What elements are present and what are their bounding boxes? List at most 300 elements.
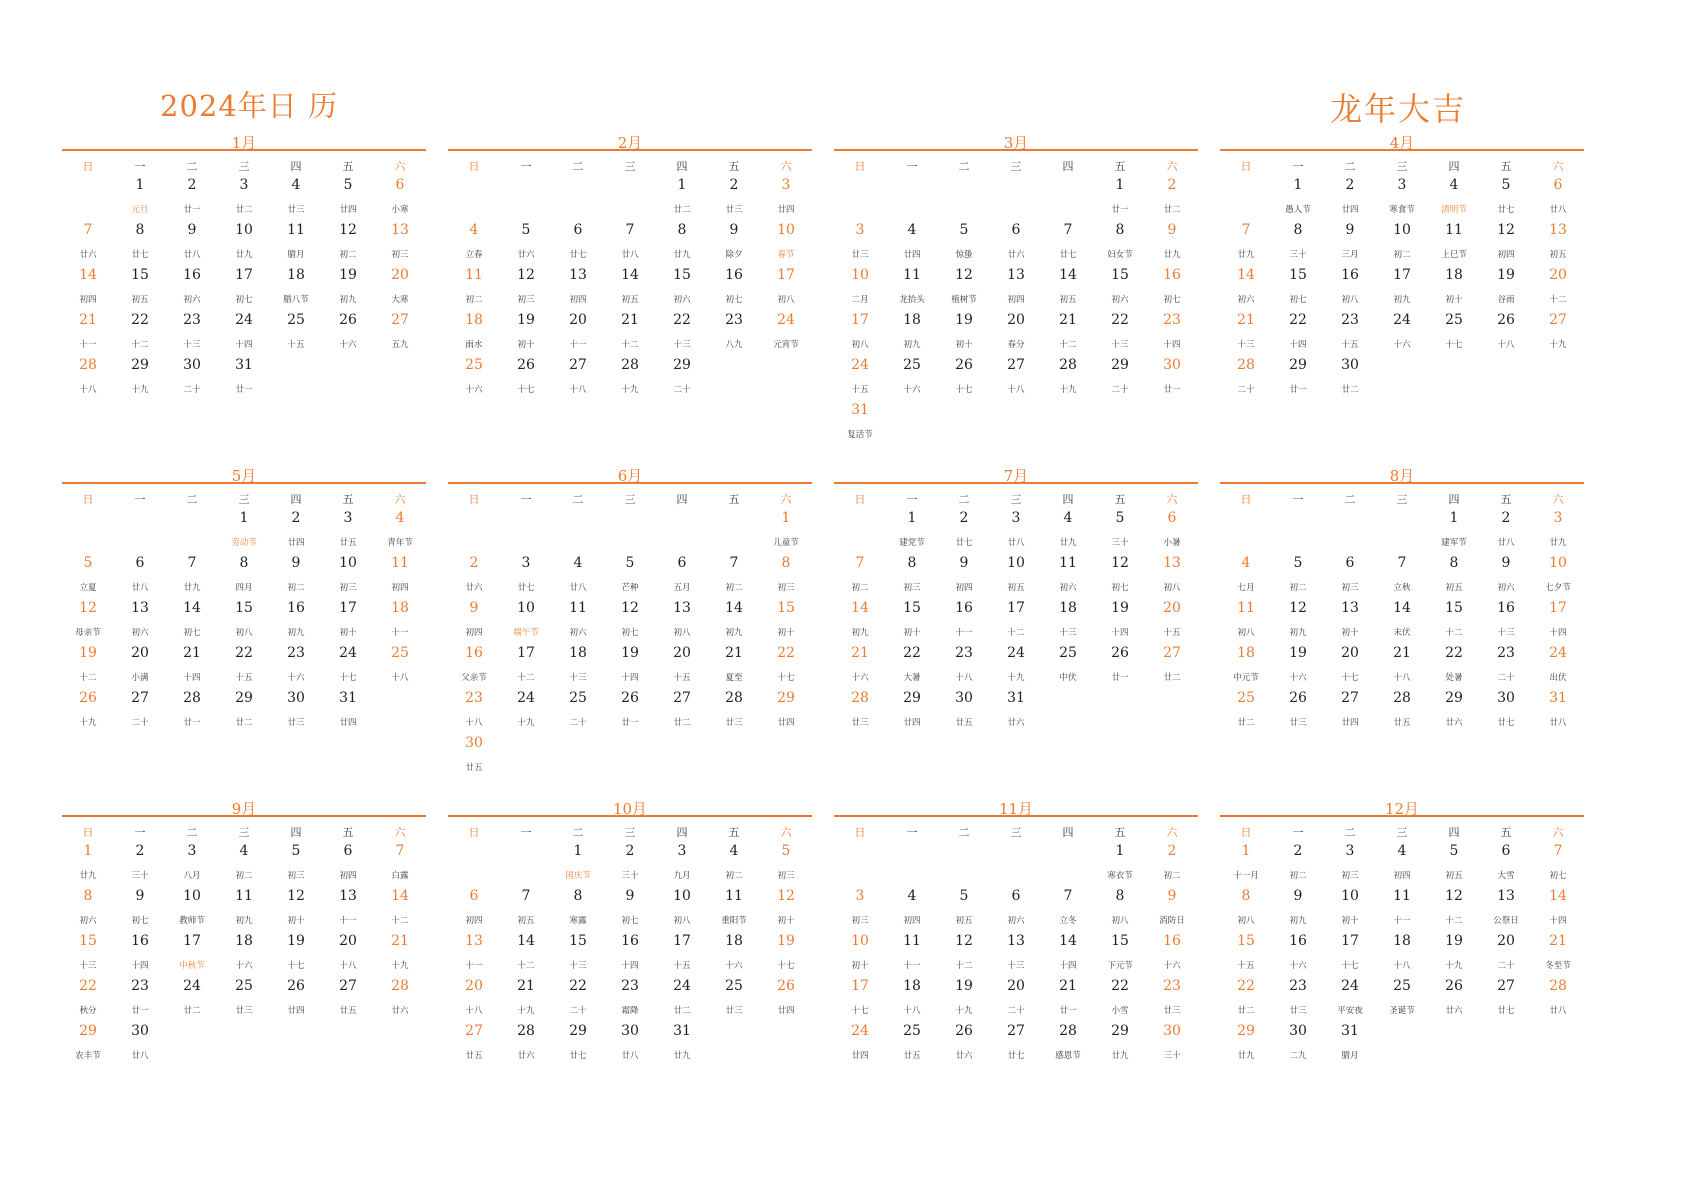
day-number: 8 bbox=[239, 555, 249, 571]
lunar-label: 大暑 bbox=[903, 673, 921, 683]
weekday-label: 四 bbox=[290, 160, 302, 173]
day-cell bbox=[552, 840, 604, 885]
day-cell bbox=[604, 219, 656, 264]
week-row bbox=[834, 642, 1198, 687]
lunar-label: 十三 bbox=[569, 673, 587, 683]
day-number: 3 bbox=[1397, 177, 1407, 193]
lunar-label: 十七 bbox=[339, 673, 357, 683]
weekday-label: 四 bbox=[1448, 826, 1460, 839]
day-cell bbox=[552, 354, 604, 399]
day-cell bbox=[760, 597, 812, 642]
weekday-label: 二 bbox=[958, 493, 970, 506]
lunar-label: 二十 bbox=[1497, 673, 1515, 683]
lunar-label: 十三 bbox=[569, 961, 587, 971]
day-number: 3 bbox=[677, 843, 687, 859]
day-number: 23 bbox=[621, 978, 639, 994]
lunar-label: 十九 bbox=[79, 718, 97, 728]
lunar-label: 初二 bbox=[725, 583, 743, 593]
lunar-label: 十八 bbox=[465, 718, 483, 728]
day-cell bbox=[886, 687, 938, 732]
weekday-label: 二 bbox=[186, 493, 198, 506]
day-cell bbox=[708, 174, 760, 219]
day-cell bbox=[1220, 597, 1272, 642]
empty-cell bbox=[218, 1020, 270, 1065]
day-cell bbox=[500, 264, 552, 309]
day-cell bbox=[114, 930, 166, 975]
lunar-label: 十七 bbox=[777, 673, 795, 683]
empty-cell bbox=[374, 687, 426, 732]
day-number: 21 bbox=[183, 645, 201, 661]
day-number: 24 bbox=[1341, 978, 1359, 994]
empty-cell bbox=[1376, 354, 1428, 399]
empty-cell bbox=[1042, 174, 1094, 219]
weekday-label: 三 bbox=[238, 160, 250, 173]
day-cell bbox=[1480, 687, 1532, 732]
day-number: 2 bbox=[291, 510, 301, 526]
lunar-label: 十六 bbox=[465, 385, 483, 395]
day-number: 5 bbox=[959, 888, 969, 904]
day-cell bbox=[938, 885, 990, 930]
empty-cell bbox=[448, 840, 500, 885]
day-cell bbox=[938, 930, 990, 975]
weekday-label: 日 bbox=[1240, 493, 1252, 506]
day-number: 3 bbox=[1011, 510, 1021, 526]
weekday-label: 五 bbox=[342, 160, 354, 173]
day-number: 27 bbox=[131, 690, 149, 706]
empty-cell bbox=[322, 1020, 374, 1065]
day-number: 30 bbox=[1497, 690, 1515, 706]
day-number: 29 bbox=[1289, 357, 1307, 373]
lunar-label: 感恩节 bbox=[1055, 1051, 1081, 1061]
day-cell bbox=[656, 309, 708, 354]
week-row bbox=[834, 354, 1198, 399]
empty-cell bbox=[1042, 840, 1094, 885]
lunar-label: 初三 bbox=[777, 583, 795, 593]
lunar-label: 廿六 bbox=[955, 1051, 973, 1061]
weekday-label: 五 bbox=[728, 826, 740, 839]
day-number: 22 bbox=[1445, 645, 1463, 661]
lunar-label: 初六 bbox=[79, 916, 97, 926]
day-number: 10 bbox=[673, 888, 691, 904]
day-number: 20 bbox=[465, 978, 483, 994]
day-cell bbox=[1324, 309, 1376, 354]
day-number: 26 bbox=[287, 978, 305, 994]
lunar-label: 圣诞节 bbox=[1389, 1006, 1415, 1016]
day-cell bbox=[322, 264, 374, 309]
day-number: 6 bbox=[573, 222, 583, 238]
weekday-label: 五 bbox=[1114, 493, 1126, 506]
day-cell bbox=[322, 687, 374, 732]
lunar-label: 廿一 bbox=[1111, 205, 1129, 215]
day-number: 12 bbox=[955, 933, 973, 949]
day-number: 19 bbox=[621, 645, 639, 661]
month-header bbox=[448, 467, 812, 487]
lunar-label: 十八 bbox=[569, 385, 587, 395]
month-block bbox=[448, 467, 812, 777]
day-number: 11 bbox=[235, 888, 253, 904]
day-cell bbox=[708, 552, 760, 597]
day-cell bbox=[218, 219, 270, 264]
day-number: 29 bbox=[569, 1023, 587, 1039]
lunar-label: 廿二 bbox=[235, 718, 253, 728]
day-cell bbox=[448, 687, 500, 732]
day-cell bbox=[760, 309, 812, 354]
day-number: 5 bbox=[343, 177, 353, 193]
lunar-label: 十八 bbox=[391, 673, 409, 683]
day-number: 14 bbox=[517, 933, 535, 949]
day-cell bbox=[656, 219, 708, 264]
day-cell bbox=[1428, 219, 1480, 264]
day-number: 28 bbox=[1393, 690, 1411, 706]
lunar-label: 小满 bbox=[131, 673, 149, 683]
week-row bbox=[62, 354, 426, 399]
weekday-label: 日 bbox=[82, 493, 94, 506]
day-cell bbox=[1480, 264, 1532, 309]
day-cell bbox=[500, 885, 552, 930]
day-number: 2 bbox=[1345, 177, 1355, 193]
lunar-label: 廿四 bbox=[287, 1006, 305, 1016]
day-cell bbox=[1376, 840, 1428, 885]
day-number: 27 bbox=[1007, 1023, 1025, 1039]
day-number: 20 bbox=[339, 933, 357, 949]
lunar-label: 十七 bbox=[955, 385, 973, 395]
day-cell bbox=[886, 309, 938, 354]
weekday-label: 三 bbox=[624, 826, 636, 839]
day-cell bbox=[270, 552, 322, 597]
lunar-label: 十八 bbox=[1497, 340, 1515, 350]
day-cell bbox=[218, 975, 270, 1020]
weekday-header bbox=[448, 820, 812, 840]
day-number: 14 bbox=[183, 600, 201, 616]
day-number: 2 bbox=[1501, 510, 1511, 526]
day-number: 13 bbox=[391, 222, 409, 238]
lunar-label: 廿三 bbox=[851, 250, 869, 260]
empty-cell bbox=[834, 840, 886, 885]
day-number: 13 bbox=[131, 600, 149, 616]
lunar-label: 廿一 bbox=[1163, 385, 1181, 395]
day-number: 11 bbox=[391, 555, 409, 571]
lunar-label: 立冬 bbox=[1059, 916, 1077, 926]
lunar-label: 初七 bbox=[621, 916, 639, 926]
day-cell bbox=[1428, 507, 1480, 552]
day-number: 8 bbox=[1115, 888, 1125, 904]
day-cell bbox=[938, 552, 990, 597]
day-number: 25 bbox=[569, 690, 587, 706]
day-number: 7 bbox=[83, 222, 93, 238]
day-cell bbox=[448, 552, 500, 597]
day-number: 15 bbox=[1289, 267, 1307, 283]
day-cell bbox=[114, 354, 166, 399]
day-cell bbox=[938, 642, 990, 687]
lunar-label: 廿二 bbox=[1237, 718, 1255, 728]
day-cell bbox=[166, 174, 218, 219]
weekday-label: 二 bbox=[958, 826, 970, 839]
day-cell bbox=[990, 264, 1042, 309]
day-cell bbox=[834, 885, 886, 930]
lunar-label: 初二 bbox=[1163, 871, 1181, 881]
day-number: 12 bbox=[1445, 888, 1463, 904]
day-number: 31 bbox=[673, 1023, 691, 1039]
day-number: 4 bbox=[1397, 843, 1407, 859]
weekday-header bbox=[1220, 154, 1584, 174]
day-number: 6 bbox=[469, 888, 479, 904]
lunar-label: 十九 bbox=[391, 961, 409, 971]
lunar-label: 十一月 bbox=[1233, 871, 1259, 881]
lunar-label: 廿七 bbox=[569, 1051, 587, 1061]
lunar-label: 初七 bbox=[621, 628, 639, 638]
week-row bbox=[62, 597, 426, 642]
day-number: 15 bbox=[1111, 933, 1129, 949]
day-number: 14 bbox=[725, 600, 743, 616]
day-number: 26 bbox=[79, 690, 97, 706]
lunar-label: 十八 bbox=[1007, 385, 1025, 395]
day-cell bbox=[166, 840, 218, 885]
lunar-label: 廿二 bbox=[1341, 385, 1359, 395]
day-number: 29 bbox=[235, 690, 253, 706]
day-number: 28 bbox=[79, 357, 97, 373]
lunar-label: 初六 bbox=[673, 295, 691, 305]
day-number: 15 bbox=[777, 600, 795, 616]
day-cell bbox=[760, 840, 812, 885]
empty-cell bbox=[990, 399, 1042, 444]
lunar-label: 十八 bbox=[79, 385, 97, 395]
empty-cell bbox=[1094, 687, 1146, 732]
day-number: 30 bbox=[287, 690, 305, 706]
day-cell bbox=[886, 885, 938, 930]
lunar-label: 中秋节 bbox=[179, 961, 205, 971]
month-block bbox=[1220, 800, 1584, 1065]
day-cell bbox=[322, 219, 374, 264]
day-number: 3 bbox=[343, 510, 353, 526]
day-cell bbox=[1220, 687, 1272, 732]
day-number: 16 bbox=[1341, 267, 1359, 283]
day-number: 31 bbox=[1341, 1023, 1359, 1039]
day-number: 6 bbox=[343, 843, 353, 859]
empty-cell bbox=[708, 507, 760, 552]
empty-cell bbox=[552, 174, 604, 219]
day-cell bbox=[552, 975, 604, 1020]
lunar-label: 廿八 bbox=[1497, 538, 1515, 548]
lunar-label: 重阳节 bbox=[721, 916, 747, 926]
lunar-label: 初三 bbox=[391, 250, 409, 260]
day-cell bbox=[886, 264, 938, 309]
day-number: 9 bbox=[625, 888, 635, 904]
lunar-label: 廿九 bbox=[1111, 1051, 1129, 1061]
day-cell bbox=[1146, 309, 1198, 354]
weekday-label: 四 bbox=[1448, 493, 1460, 506]
day-cell bbox=[1042, 930, 1094, 975]
lunar-label: 七月 bbox=[1237, 583, 1255, 593]
weekday-header bbox=[62, 154, 426, 174]
day-cell bbox=[1376, 264, 1428, 309]
day-number: 28 bbox=[851, 690, 869, 706]
day-cell bbox=[322, 930, 374, 975]
day-number: 15 bbox=[1111, 267, 1129, 283]
week-row bbox=[448, 840, 812, 885]
lunar-label: 十六 bbox=[1393, 340, 1411, 350]
lunar-label: 廿三 bbox=[287, 205, 305, 215]
lunar-label: 十二 bbox=[391, 916, 409, 926]
lunar-label: 廿九 bbox=[1237, 1051, 1255, 1061]
lunar-label: 除夕 bbox=[725, 250, 743, 260]
day-cell bbox=[834, 264, 886, 309]
day-cell bbox=[656, 174, 708, 219]
day-number: 26 bbox=[1289, 690, 1307, 706]
lunar-label: 三月 bbox=[1341, 250, 1359, 260]
lunar-label: 初三 bbox=[851, 916, 869, 926]
lunar-label: 初八 bbox=[1163, 583, 1181, 593]
week-row bbox=[448, 930, 812, 975]
weekday-label: 日 bbox=[82, 826, 94, 839]
day-number: 16 bbox=[183, 267, 201, 283]
day-number: 25 bbox=[903, 1023, 921, 1039]
day-cell bbox=[938, 219, 990, 264]
empty-cell bbox=[500, 732, 552, 777]
lunar-label: 初四 bbox=[465, 628, 483, 638]
day-number: 21 bbox=[621, 312, 639, 328]
lunar-label: 初二 bbox=[339, 250, 357, 260]
day-cell bbox=[1324, 552, 1376, 597]
day-cell bbox=[1324, 885, 1376, 930]
lunar-label: 十九 bbox=[1549, 340, 1567, 350]
day-cell bbox=[1532, 219, 1584, 264]
weekday-label: 四 bbox=[1062, 826, 1074, 839]
day-number: 13 bbox=[673, 600, 691, 616]
day-cell bbox=[218, 687, 270, 732]
day-cell bbox=[1146, 552, 1198, 597]
empty-cell bbox=[1220, 174, 1272, 219]
empty-cell bbox=[1480, 1020, 1532, 1065]
lunar-label: 春分 bbox=[1007, 340, 1025, 350]
weekday-label: 五 bbox=[1114, 826, 1126, 839]
lunar-label: 廿三 bbox=[851, 718, 869, 728]
lunar-label: 九月 bbox=[673, 871, 691, 881]
day-number: 4 bbox=[573, 555, 583, 571]
day-cell bbox=[448, 930, 500, 975]
week-row bbox=[834, 264, 1198, 309]
week-row bbox=[62, 687, 426, 732]
days-grid bbox=[1220, 840, 1584, 1065]
day-cell bbox=[1272, 930, 1324, 975]
day-cell bbox=[1324, 1020, 1376, 1065]
lunar-label: 廿四 bbox=[1341, 718, 1359, 728]
day-cell bbox=[1376, 687, 1428, 732]
weekday-label: 日 bbox=[854, 493, 866, 506]
day-number: 20 bbox=[569, 312, 587, 328]
lunar-label: 廿二 bbox=[1163, 673, 1181, 683]
weekday-label: 六 bbox=[1552, 826, 1564, 839]
day-number: 23 bbox=[1163, 312, 1181, 328]
day-cell bbox=[656, 1020, 708, 1065]
lunar-label: 初九 bbox=[851, 628, 869, 638]
day-number: 2 bbox=[469, 555, 479, 571]
weekday-label: 一 bbox=[1292, 826, 1304, 839]
empty-cell bbox=[604, 732, 656, 777]
lunar-label: 十六 bbox=[903, 385, 921, 395]
lunar-label: 廿七 bbox=[569, 250, 587, 260]
lunar-label: 廿四 bbox=[287, 538, 305, 548]
empty-cell bbox=[374, 354, 426, 399]
day-cell bbox=[374, 885, 426, 930]
week-row bbox=[448, 354, 812, 399]
day-number: 20 bbox=[673, 645, 691, 661]
day-cell bbox=[834, 309, 886, 354]
day-cell bbox=[990, 885, 1042, 930]
day-cell bbox=[708, 975, 760, 1020]
lunar-label: 十四 bbox=[1549, 628, 1567, 638]
day-cell bbox=[1220, 840, 1272, 885]
lunar-label: 十三 bbox=[1059, 628, 1077, 638]
day-number: 5 bbox=[291, 843, 301, 859]
day-number: 15 bbox=[569, 933, 587, 949]
day-number: 13 bbox=[1497, 888, 1515, 904]
lunar-label: 十三 bbox=[1237, 340, 1255, 350]
month-header bbox=[448, 800, 812, 820]
lunar-label: 初十 bbox=[851, 961, 869, 971]
day-cell bbox=[1324, 975, 1376, 1020]
lunar-label: 十二 bbox=[1549, 295, 1567, 305]
lunar-label: 十四 bbox=[1059, 961, 1077, 971]
day-cell bbox=[886, 507, 938, 552]
day-number: 21 bbox=[391, 933, 409, 949]
day-cell bbox=[552, 309, 604, 354]
day-cell bbox=[1532, 507, 1584, 552]
week-row bbox=[62, 642, 426, 687]
lunar-label: 霜降 bbox=[621, 1006, 639, 1016]
day-number: 17 bbox=[777, 267, 795, 283]
day-cell bbox=[218, 840, 270, 885]
day-number: 11 bbox=[903, 933, 921, 949]
day-number: 24 bbox=[1549, 645, 1567, 661]
day-cell bbox=[322, 840, 374, 885]
day-cell bbox=[760, 642, 812, 687]
day-number: 13 bbox=[1341, 600, 1359, 616]
day-cell bbox=[1272, 264, 1324, 309]
day-number: 26 bbox=[1111, 645, 1129, 661]
day-cell bbox=[1094, 309, 1146, 354]
lunar-label: 元宵节 bbox=[773, 340, 799, 350]
day-cell bbox=[1532, 174, 1584, 219]
weekday-label: 四 bbox=[676, 493, 688, 506]
lunar-label: 教师节 bbox=[179, 916, 205, 926]
day-cell bbox=[1532, 840, 1584, 885]
day-number: 13 bbox=[1007, 267, 1025, 283]
day-number: 12 bbox=[79, 600, 97, 616]
week-row bbox=[448, 885, 812, 930]
day-cell bbox=[1094, 174, 1146, 219]
lunar-label: 十九 bbox=[1007, 673, 1025, 683]
day-cell bbox=[1146, 885, 1198, 930]
lunar-label: 初九 bbox=[287, 628, 305, 638]
week-row bbox=[448, 174, 812, 219]
day-number: 3 bbox=[1553, 510, 1563, 526]
day-number: 16 bbox=[621, 933, 639, 949]
day-number: 6 bbox=[1345, 555, 1355, 571]
weekday-label: 三 bbox=[624, 493, 636, 506]
day-number: 18 bbox=[1393, 933, 1411, 949]
day-number: 23 bbox=[1497, 645, 1515, 661]
empty-cell bbox=[604, 507, 656, 552]
empty-cell bbox=[1042, 687, 1094, 732]
lunar-label: 初七 bbox=[1111, 583, 1129, 593]
day-cell bbox=[886, 219, 938, 264]
lunar-label: 初八 bbox=[1341, 295, 1359, 305]
day-number: 16 bbox=[955, 600, 973, 616]
day-number: 7 bbox=[625, 222, 635, 238]
day-number: 8 bbox=[135, 222, 145, 238]
weekday-label: 三 bbox=[1010, 826, 1022, 839]
lunar-label: 初七 bbox=[1163, 295, 1181, 305]
